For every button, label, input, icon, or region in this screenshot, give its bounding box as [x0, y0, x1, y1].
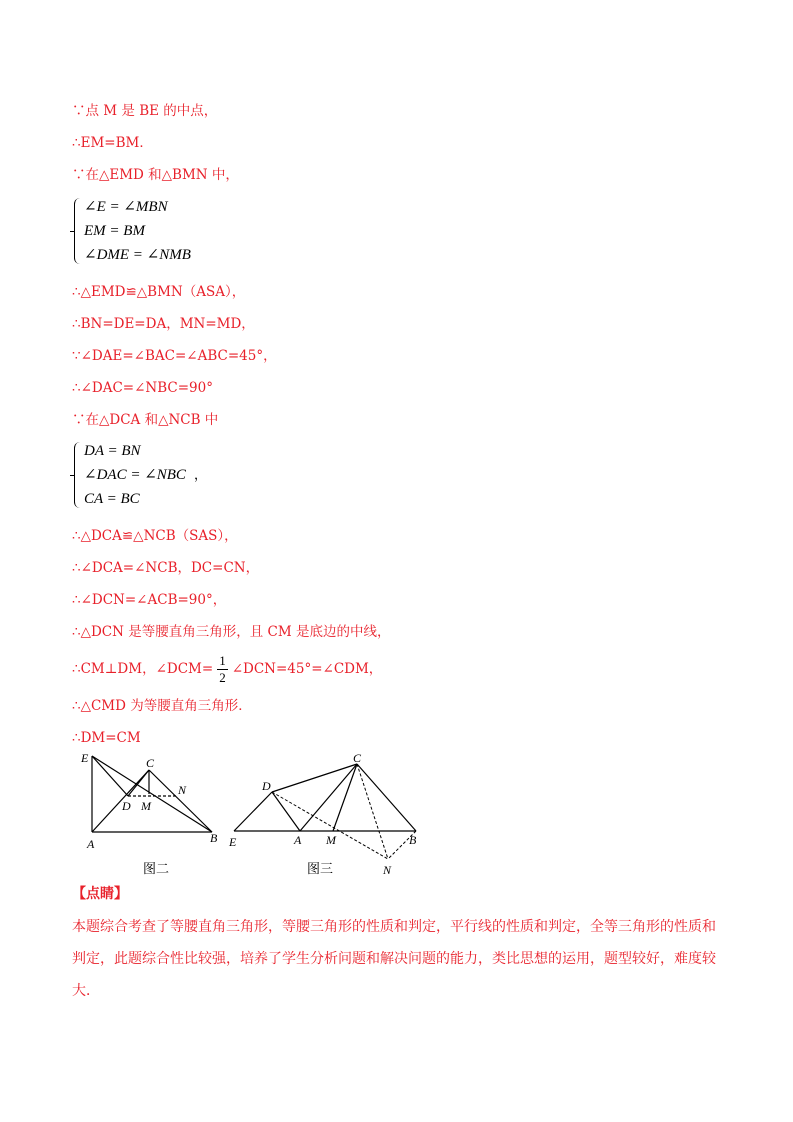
figure-2-diagram	[78, 748, 228, 852]
label-A: A	[294, 833, 302, 847]
label-N: N	[383, 863, 392, 877]
label-D: D	[122, 799, 131, 813]
segment-AC	[300, 764, 357, 831]
comment-heading: 【点睛】	[72, 886, 128, 902]
label-M: M	[326, 833, 336, 847]
solution-line-5: ∴BN=DE=DA，MN=MD，	[72, 316, 255, 332]
system2-row-3: CA = BC	[84, 491, 140, 507]
solution-line-14: ∴DM=CM	[72, 730, 141, 746]
label-E: E	[81, 751, 89, 765]
segment-DA	[272, 792, 300, 831]
brace	[74, 442, 81, 508]
comment-text: 本题综合考查了等腰直角三角形，等腰三角形的性质和判定，平行线的性质和判定，全等三角形的性质和判定，此题综合性比较强，培养了学生分析问题和解决问题的能力，类比思想的运用，题型较好，难度较大．	[72, 919, 716, 999]
figure-3-caption: 图三	[307, 862, 334, 877]
system2-row-1: DA = BN	[84, 443, 141, 459]
fraction-numerator: 1	[219, 653, 226, 668]
system1-row-2: EM = BM	[84, 223, 145, 239]
label-B: B	[210, 831, 218, 845]
solution-line-11: ∴∠DCN=∠ACB=90°，	[72, 592, 227, 608]
segment-DC	[128, 770, 149, 796]
segment-ED	[234, 792, 272, 831]
fraction-line-pre: ∴CM⊥DM，∠DCM=	[72, 661, 214, 677]
brace	[74, 198, 81, 264]
equation-system-1	[74, 196, 234, 266]
label-B: B	[409, 833, 417, 847]
solution-line-4: ∴△EMD≌△BMN（ASA），	[72, 284, 246, 300]
solution-line-13: ∴△CMD 为等腰直角三角形．	[72, 698, 252, 714]
equation-system-2	[74, 440, 234, 510]
segment-DC	[272, 764, 357, 792]
solution-line-10: ∴∠DCA=∠NCB，DC=CN，	[72, 560, 260, 576]
system2-tail: ，	[194, 467, 208, 482]
label-M: M	[141, 799, 151, 813]
segment-CB	[149, 770, 212, 832]
solution-line-6: ∵∠DAE=∠BAC=∠ABC=45°，	[72, 348, 277, 364]
solution-line-9: ∴△DCA≌△NCB（SAS），	[72, 528, 238, 544]
system1-row-1: ∠E = ∠MBN	[84, 199, 168, 215]
solution-line-3: ∵在△EMD 和△BMN 中，	[72, 167, 239, 183]
label-C: C	[353, 751, 362, 765]
segment-CM	[333, 764, 357, 831]
fraction-one-half	[217, 653, 228, 686]
label-D: D	[262, 779, 271, 793]
fraction-line-post: ∠DCN=45°=∠CDM，	[231, 661, 383, 677]
solution-line-fraction	[72, 652, 382, 686]
label-C: C	[146, 756, 155, 770]
segment-CN-dashed	[357, 764, 388, 859]
fraction-denominator: 2	[219, 670, 226, 685]
solution-line-1: ∵点 M 是 BE 的中点，	[72, 103, 218, 119]
label-A: A	[87, 837, 95, 851]
solution-line-12: ∴△DCN 是等腰直角三角形，且 CM 是底边的中线，	[72, 624, 391, 640]
figure-2-caption: 图二	[143, 862, 170, 877]
solution-line-7: ∴∠DAC=∠NBC=90°	[72, 380, 213, 396]
solution-line-2: ∴EM=BM．	[72, 135, 153, 151]
label-E: E	[229, 835, 237, 849]
segment-CB	[357, 764, 416, 831]
segment-DN-dashed	[272, 792, 388, 859]
solution-line-8: ∵在△DCA 和△NCB 中	[72, 412, 219, 428]
system1-row-3: ∠DME = ∠NMB	[84, 247, 191, 263]
label-N: N	[178, 783, 187, 797]
system2-row-2: ∠DAC = ∠NBC	[84, 467, 186, 483]
